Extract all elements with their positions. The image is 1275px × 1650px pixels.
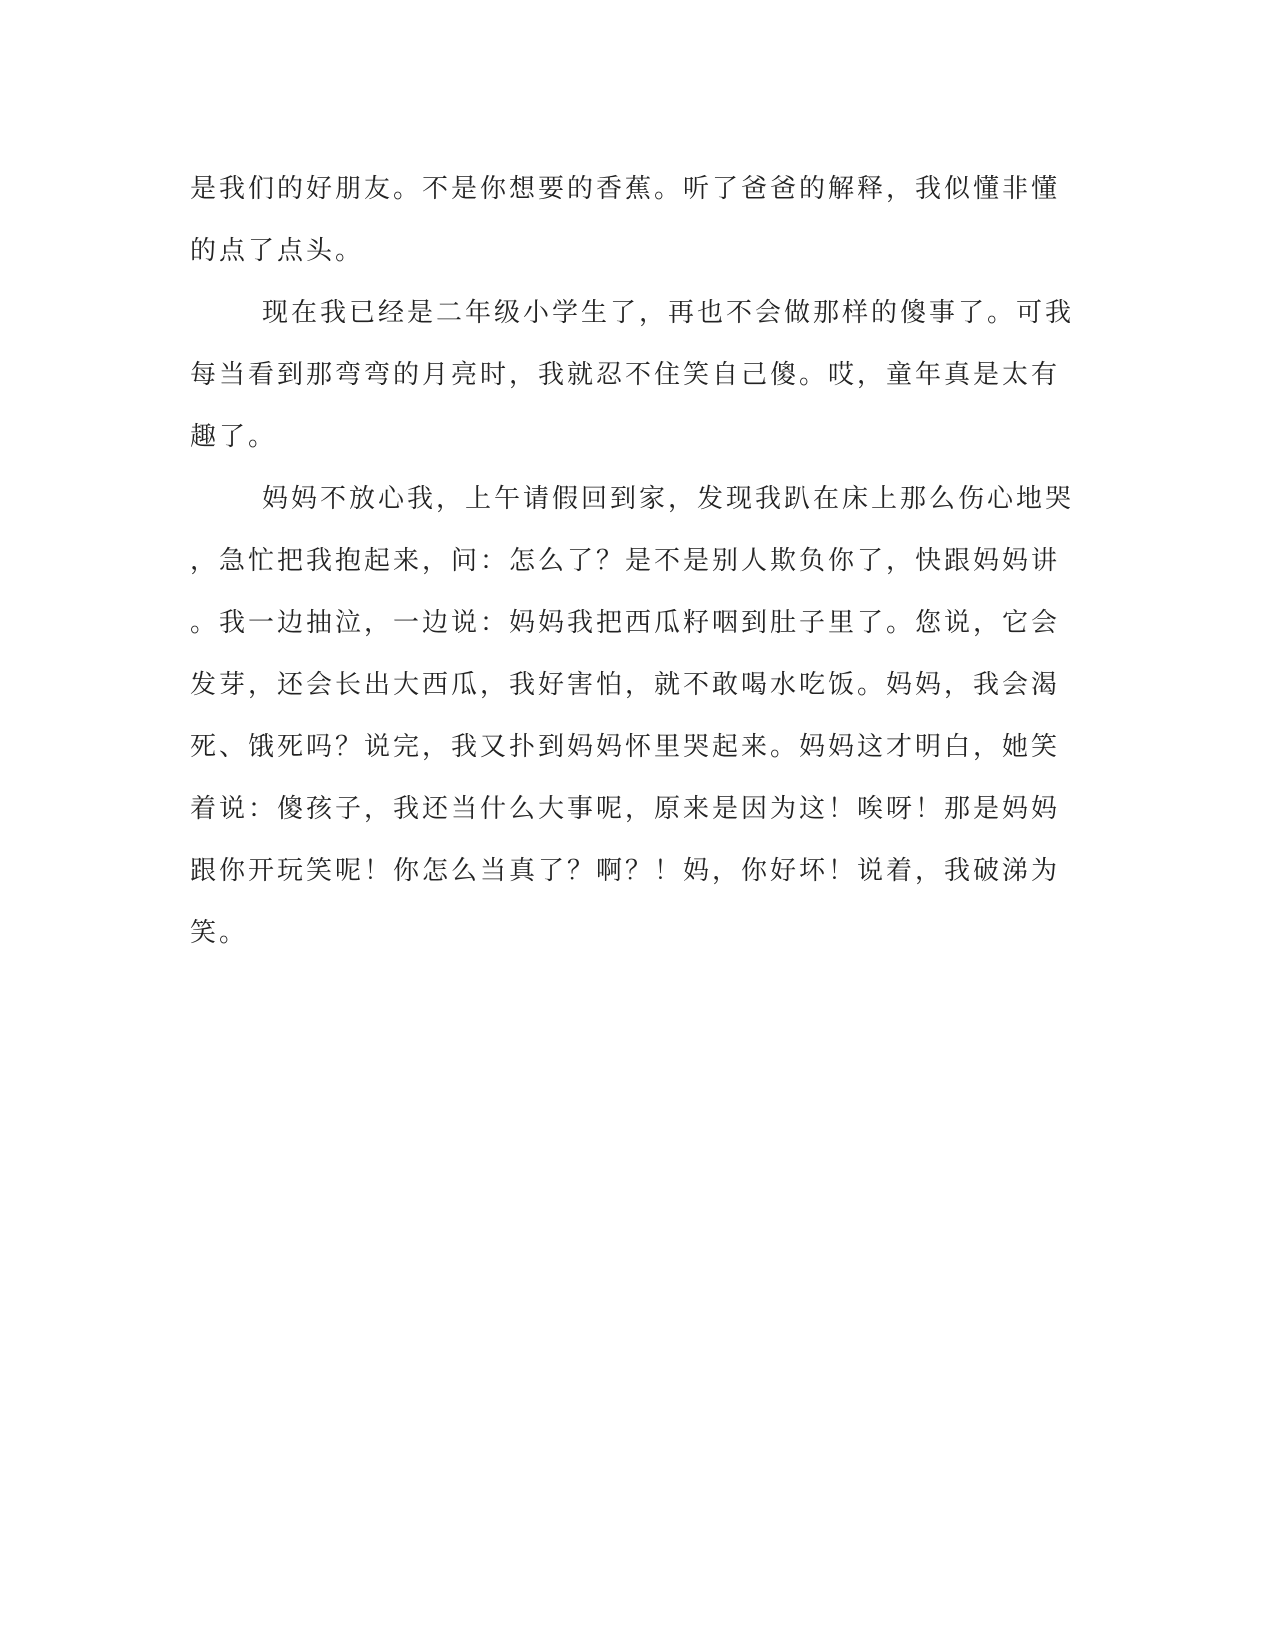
paragraph-1-line-1: 是我们的好朋友。不是你想要的香蕉。听了爸爸的解释，我似懂非懂 (190, 174, 1061, 204)
paragraph-3-line-3: 。我一边抽泣，一边说：妈妈我把西瓜籽咽到肚子里了。您说，它会 (190, 608, 1061, 638)
paragraph-2-line-3: 趣了。 (190, 422, 278, 452)
paragraph-3-line-8: 笑。 (190, 918, 249, 948)
paragraph-2-line-2: 每当看到那弯弯的月亮时，我就忍不住笑自己傻。哎，童年真是太有 (190, 360, 1061, 390)
paragraph-1-line-2: 的点了点头。 (190, 236, 365, 266)
paragraph-3-line-6: 着说：傻孩子，我还当什么大事呢，原来是因为这！唉呀！那是妈妈 (190, 794, 1061, 824)
body-text (190, 158, 1090, 964)
paragraph-3-line-4: 发芽，还会长出大西瓜，我好害怕，就不敢喝水吃饭。妈妈，我会渴 (190, 670, 1061, 700)
paragraph-3-line-1: 妈妈不放心我，上午请假回到家，发现我趴在床上那么伤心地哭 (262, 484, 1075, 514)
paragraph-3-line-7: 跟你开玩笑呢！你怎么当真了？啊？！妈，你好坏！说着，我破涕为 (190, 856, 1061, 886)
paragraph-3-line-5: 死、饿死吗？说完，我又扑到妈妈怀里哭起来。妈妈这才明白，她笑 (190, 732, 1061, 762)
paragraph-3-line-2: ，急忙把我抱起来，问：怎么了？是不是别人欺负你了，快跟妈妈讲 (190, 546, 1061, 576)
paragraph-2-line-1: 现在我已经是二年级小学生了，再也不会做那样的傻事了。可我 (262, 298, 1075, 328)
